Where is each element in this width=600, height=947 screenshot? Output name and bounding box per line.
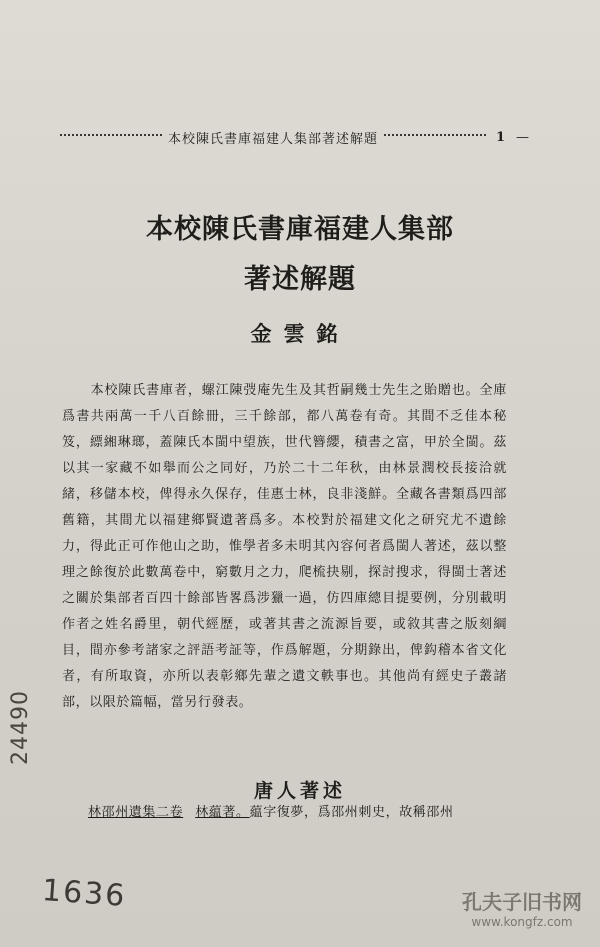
entry-description: 藴字復夢，爲邵州刺史，故稱邵州 (249, 805, 454, 820)
article-title (0, 205, 600, 305)
page-number: 1 (495, 130, 506, 145)
watermark-name: 孔夫子旧书网 (462, 890, 582, 914)
running-title: 本校陳氏書庫福建人集部著述解題 (167, 132, 378, 147)
author-name: 金雲銘 (250, 321, 350, 346)
handwritten-side-number: 24490 (8, 690, 33, 765)
first-entry (88, 800, 518, 826)
section-heading: 唐人著述 (253, 780, 346, 802)
watermark (462, 886, 582, 929)
body-text-block (62, 378, 507, 716)
body-paragraph: 本校陳氏書庫者，螺江陳弢庵先生及其哲嗣幾士先生之貽贈也。全庫爲書共兩萬一千八百餘冊，三千餘部，都八萬卷有奇。其間不乏佳本秘笈，縹緗琳瑯，蓋陳氏本閩中望族，世代簪纓，積書之富，甲於全閩。茲以其一家藏不如舉而公之同好，乃於二十二年秋，由林景潤校長接洽就緒，移儲本校，俾得永久保存，佳惠士林，良非淺鮮。全藏各書類爲四部舊籍，其間尤以福建鄉賢遺著爲多。本校對於福建文化之研究尤不遺餘力，得此正可作他山之助，惟學者多未明其內容何者爲閩人著述，茲以整理之餘復於此數萬卷中，窮數月之力，爬梳抉剔，探討搜求，得閩士著述之關於集部者百四十餘部皆畧爲涉獵一過，仿四庫總目提要例，分別載明作者之姓名爵里，朝代經歷，或著其書之流源旨要，或敘其書之版刻綱目，間亦參考諸家之評語考証等，作爲解題，分期錄出，俾鈎稽本省文化者，有所取資，亦所以表彰鄉先輩之遺文軼事也。其他尚有經史子叢諸部，以限於篇幅，當另行發表。 (62, 383, 507, 710)
entry-book-title: 林邵州遺集二卷 (88, 805, 184, 820)
title-line-1: 本校陳氏書庫福建人集部 (146, 214, 454, 245)
watermark-url: www.kongfz.com (471, 915, 573, 929)
running-header (60, 128, 530, 147)
header-leader-dots-right (384, 134, 486, 136)
entry-author: 林藴著。 (195, 805, 250, 820)
header-leader-dots-left (60, 134, 162, 136)
handwritten-bottom-number: 1636 (40, 873, 128, 914)
title-line-2: 著述解題 (244, 264, 356, 295)
header-dash: — (516, 130, 530, 145)
